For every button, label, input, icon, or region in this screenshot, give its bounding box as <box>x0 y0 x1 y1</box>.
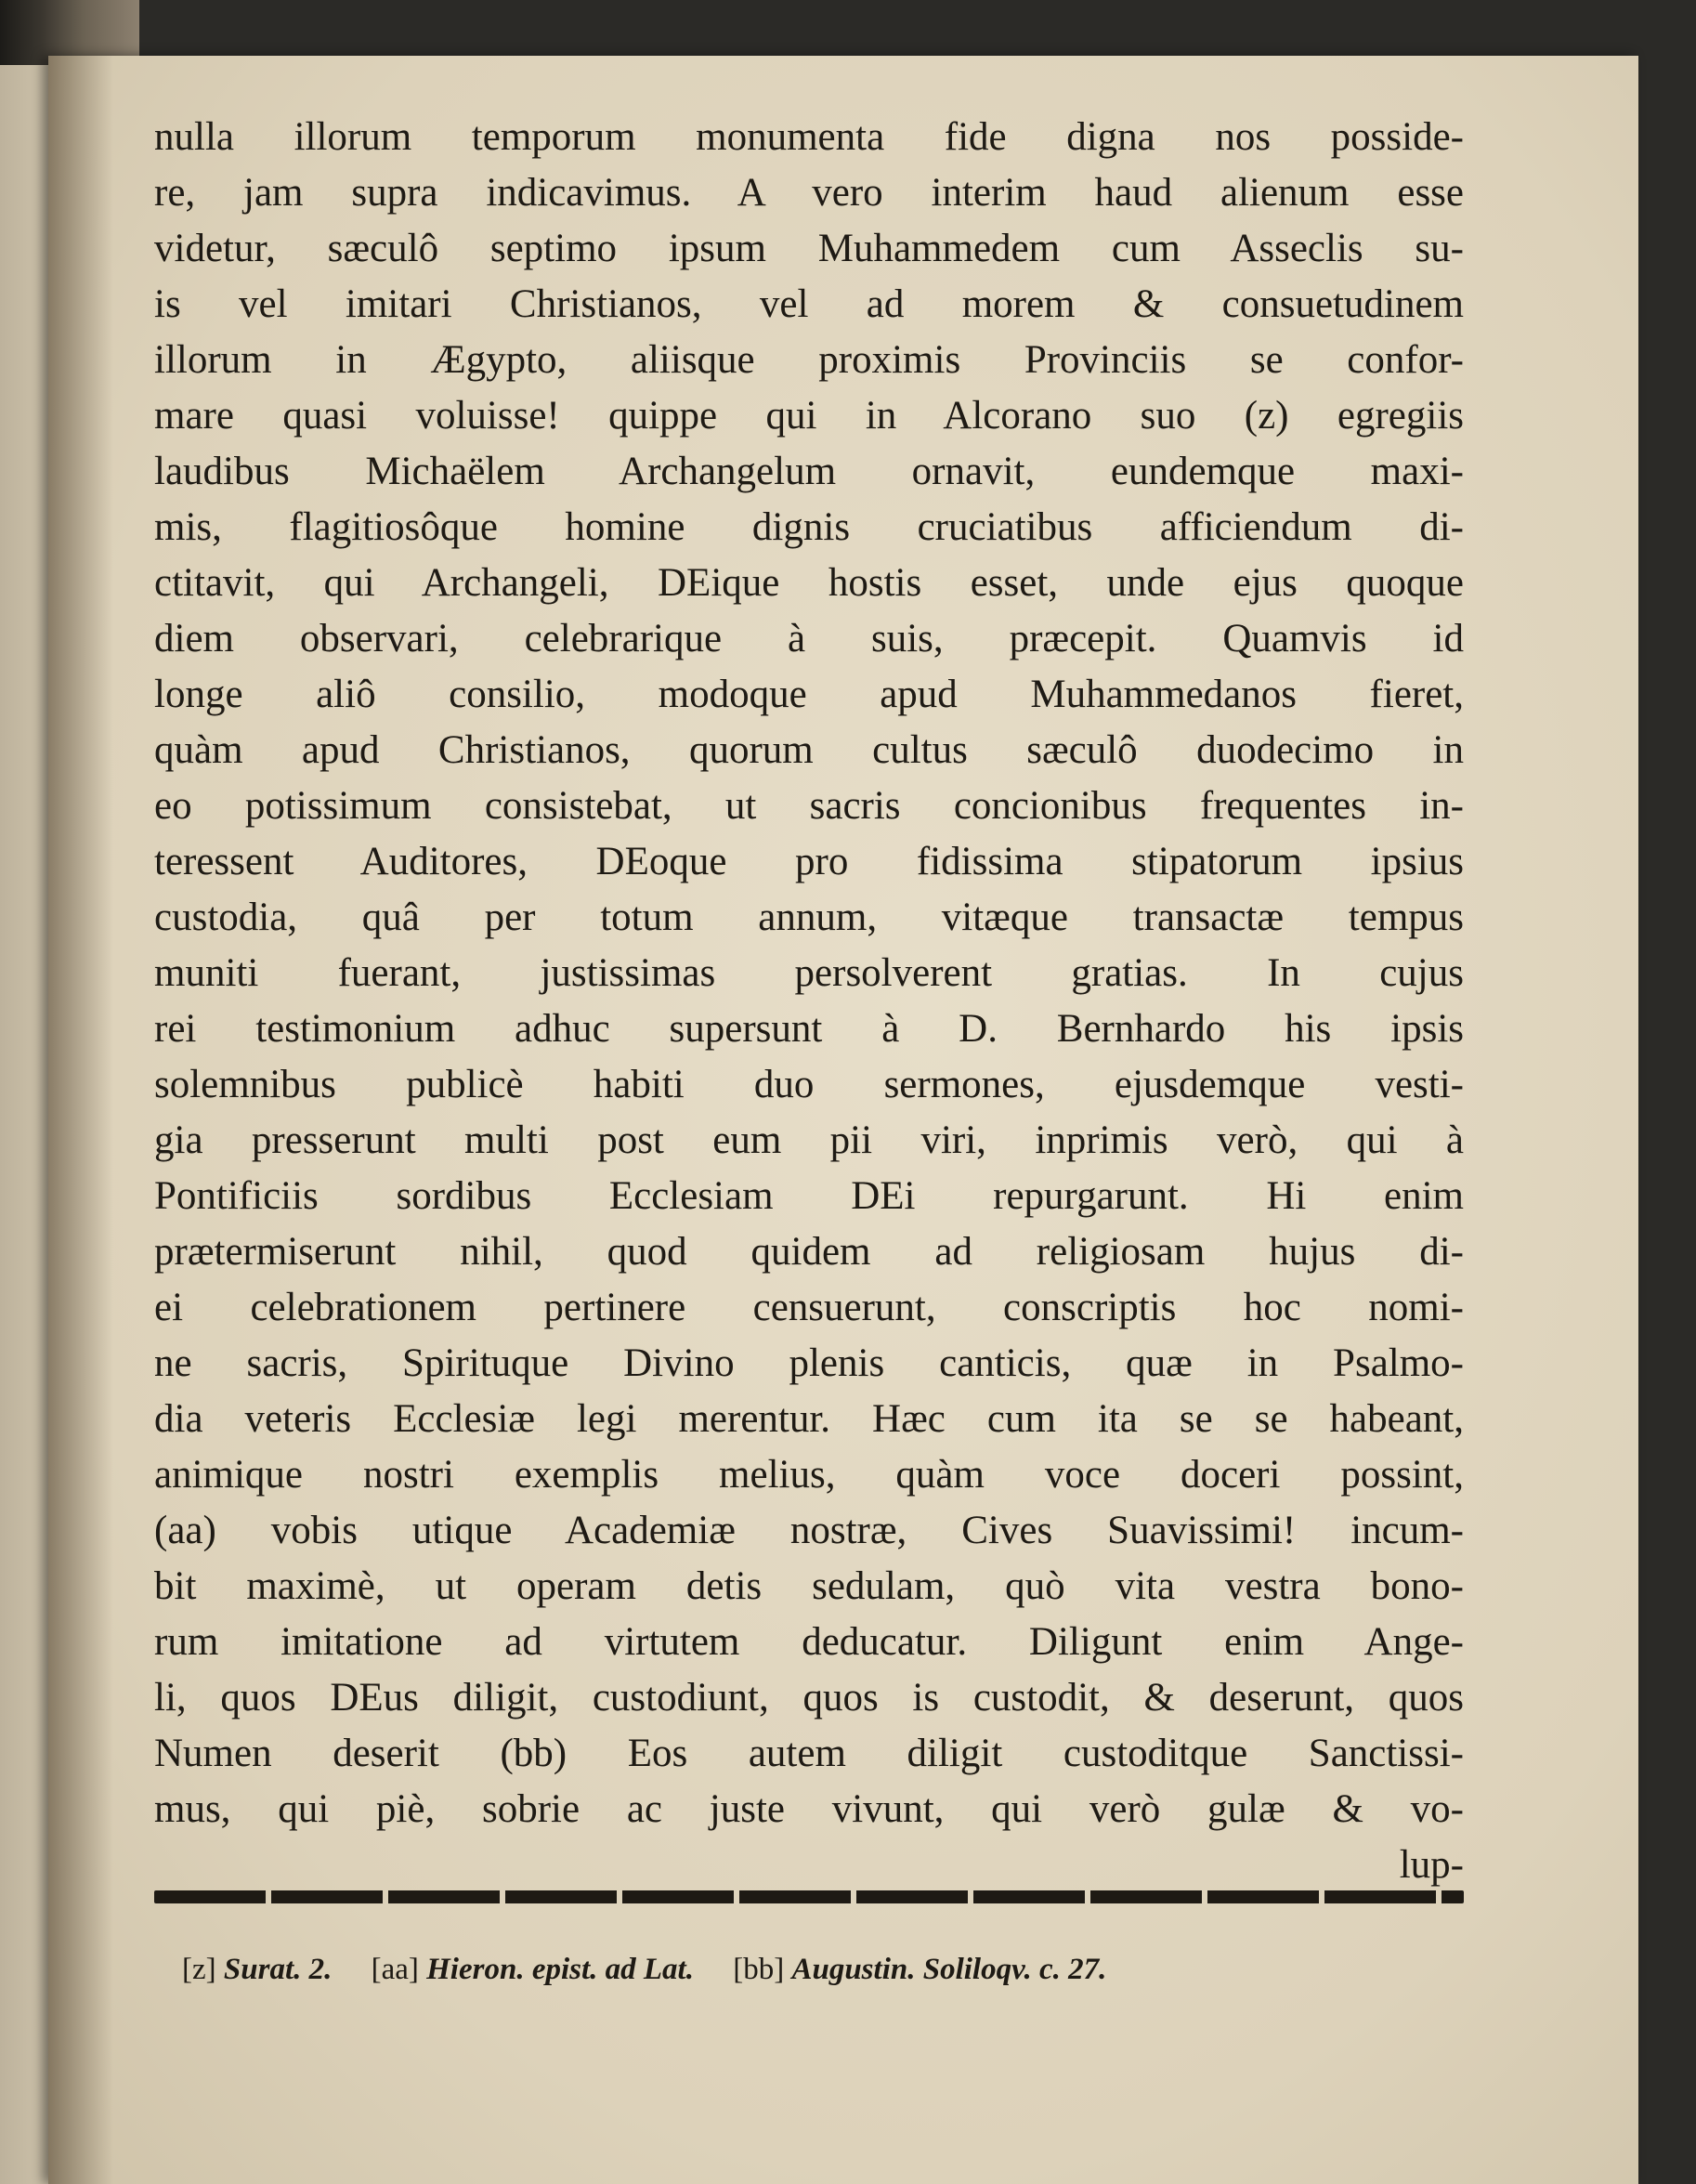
footnote-reference: Hieron. epist. ad Lat. <box>426 1953 694 1986</box>
footnotes <box>182 1949 1389 1990</box>
text-line: prætermiserunt nihil, quod quidem ad religiosam hujus di- <box>154 1230 1464 1274</box>
previous-page-edge <box>0 65 56 2184</box>
text-line: nulla illorum temporum monumenta fide digna nos posside- <box>154 115 1464 159</box>
text-line: animique nostri exemplis melius, quàm voce doceri possint, <box>154 1453 1464 1497</box>
text-line: quàm apud Christianos, quorum cultus sæculô duodecimo in <box>154 728 1464 772</box>
text-line: mis, flagitiosôque homine dignis cruciatibus afficiendum di- <box>154 505 1464 549</box>
text-line: illorum in Ægypto, aliisque proximis Provinciis se confor- <box>154 338 1464 382</box>
text-line: mus, qui piè, sobrie ac juste vivunt, qui verò gulæ & vo- <box>154 1787 1464 1831</box>
text-line: Pontificiis sordibus Ecclesiam DEi repurgarunt. Hi enim <box>154 1174 1464 1218</box>
text-line: li, quos DEus diligit, custodiunt, quos is custodit, & deserunt, quos <box>154 1676 1464 1720</box>
text-line: rum imitatione ad virtutem deducatur. Diligunt enim Ange- <box>154 1620 1464 1664</box>
text-line: Numen deserit (bb) Eos autem diligit custoditque Sanctissi- <box>154 1732 1464 1775</box>
text-line: teressent Auditores, DEoque pro fidissima stipatorum ipsius <box>154 840 1464 883</box>
footnote-bb <box>733 1949 1106 1990</box>
text-line: (aa) vobis utique Academiæ nostræ, Cives Suavissimi! incum- <box>154 1509 1464 1552</box>
text-line: solemnibus publicè habiti duo sermones, ejusdemque vesti- <box>154 1063 1464 1106</box>
text-line: rei testimonium adhuc supersunt à D. Bernhardo his ipsis <box>154 1007 1464 1051</box>
text-line: muniti fuerant, justissimas persolverent gratias. In cujus <box>154 951 1464 995</box>
text-line: mare quasi voluisse! quippe qui in Alcorano suo (z) egregiis <box>154 394 1464 438</box>
footnote-mark: [z] <box>182 1953 216 1986</box>
footnote-z <box>182 1949 332 1990</box>
text-line: ne sacris, Spirituque Divino plenis canticis, quæ in Psalmo- <box>154 1341 1464 1385</box>
text-line: custodia, quâ per totum annum, vitæque transactæ tempus <box>154 896 1464 939</box>
footnote-reference: Surat. 2. <box>223 1953 333 1986</box>
gutter-shadow <box>48 56 113 2184</box>
text-line: dia veteris Ecclesiæ legi merentur. Hæc cum ita se se habeant, <box>154 1397 1464 1441</box>
footnote-aa <box>372 1949 694 1990</box>
text-line: longe aliô consilio, modoque apud Muhammedanos fieret, <box>154 673 1464 716</box>
text-line: eo potissimum consistebat, ut sacris concionibus frequentes in- <box>154 784 1464 828</box>
footnote-reference: Augustin. Soliloqv. c. 27. <box>791 1953 1107 1986</box>
catchword: lup- <box>1399 1843 1464 1887</box>
text-line: is vel imitari Christianos, vel ad morem & consuetudinem <box>154 282 1464 326</box>
text-line: videtur, sæculô septimo ipsum Muhammedem cum Asseclis su- <box>154 227 1464 270</box>
text-line: ctitavit, qui Archangeli, DEique hostis esset, unde ejus quoque <box>154 561 1464 605</box>
footnote-rule <box>154 1890 1464 1903</box>
text-line: bit maximè, ut operam detis sedulam, quò vita vestra bono- <box>154 1564 1464 1608</box>
footnote-mark: [bb] <box>733 1953 785 1986</box>
text-line: laudibus Michaëlem Archangelum ornavit, eundemque maxi- <box>154 450 1464 493</box>
footnote-mark: [aa] <box>371 1953 419 1986</box>
text-line: ei celebrationem pertinere censuerunt, conscriptis hoc nomi- <box>154 1286 1464 1329</box>
body-text <box>154 110 1464 1893</box>
text-line: diem observari, celebrarique à suis, præcepit. Quamvis id <box>154 617 1464 660</box>
text-line: re, jam supra indicavimus. A vero interim haud alienum esse <box>154 171 1464 215</box>
text-line: gia presserunt multi post eum pii viri, inprimis verò, qui à <box>154 1118 1464 1162</box>
